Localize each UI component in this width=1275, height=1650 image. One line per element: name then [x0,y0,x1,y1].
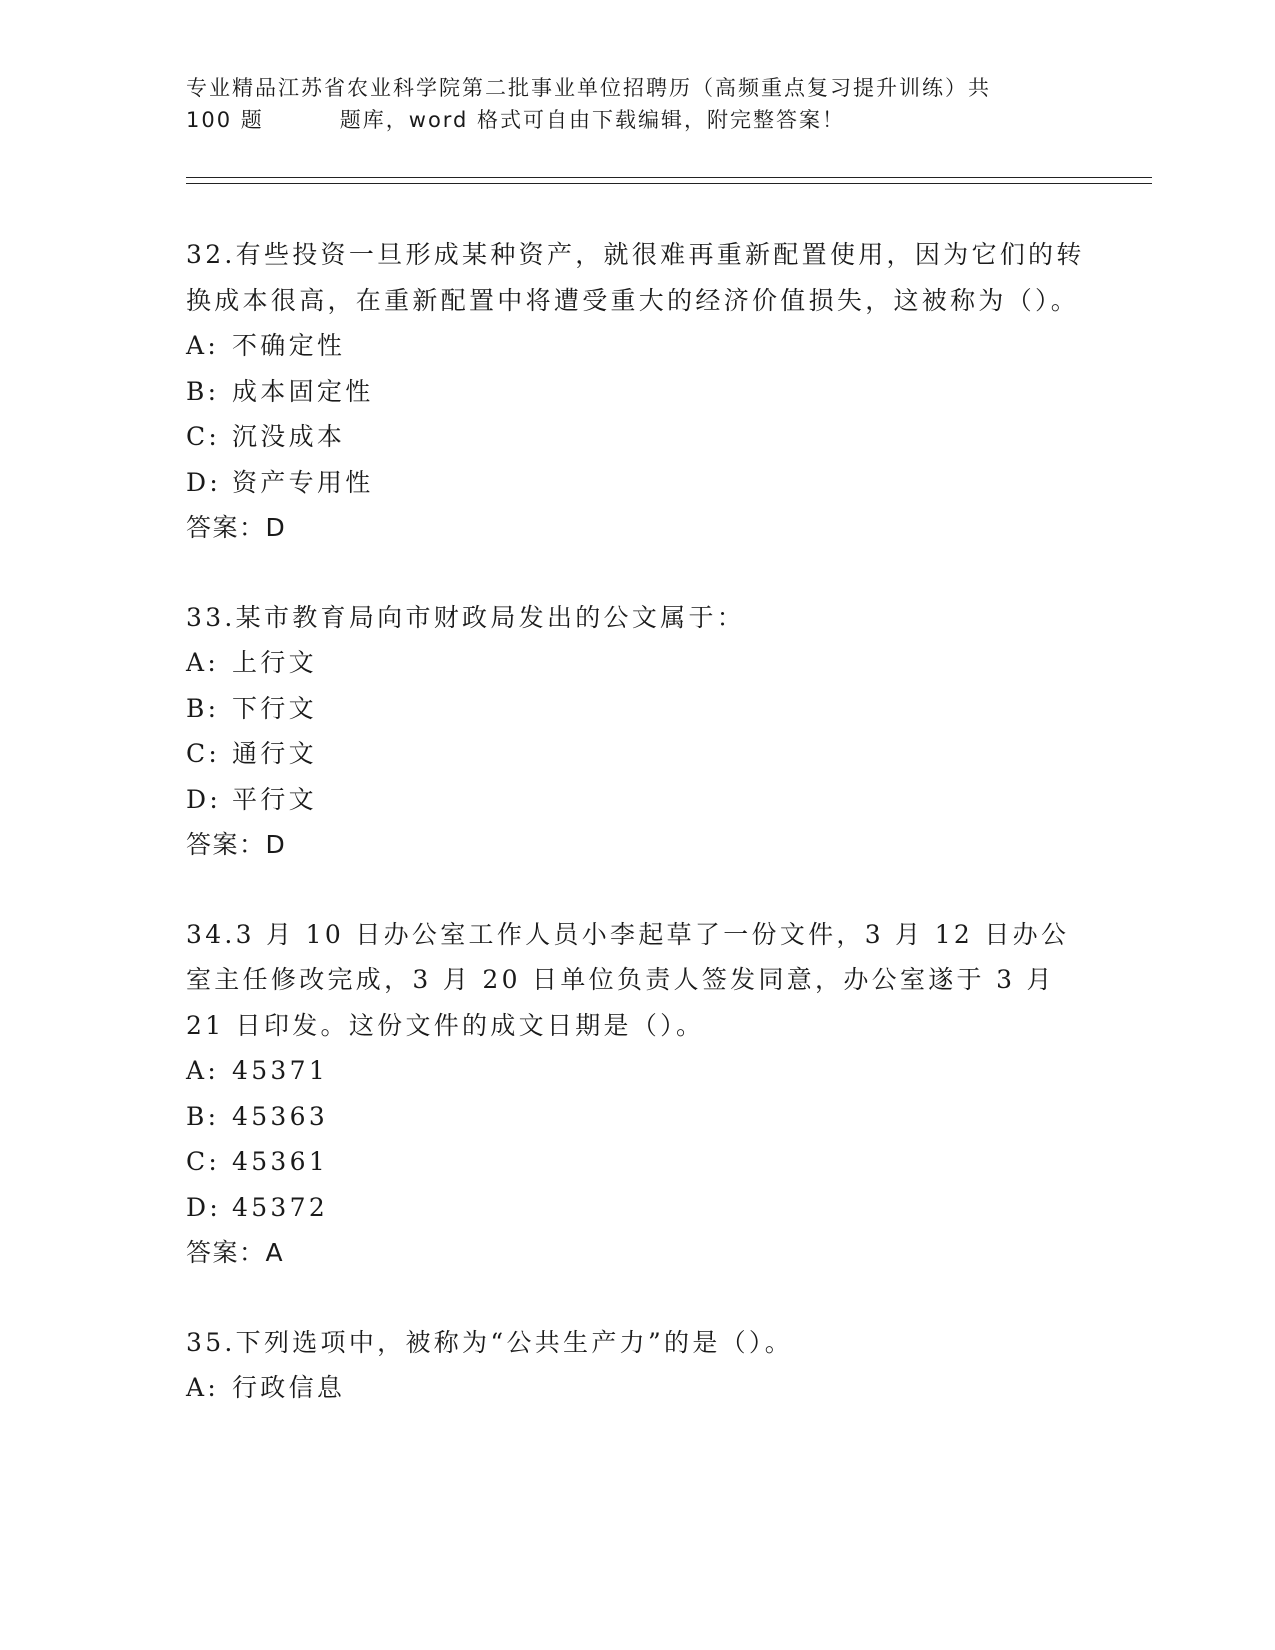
option-letter: B: [186,1101,220,1131]
option-text: 下行文 [232,693,317,723]
answer-value: D [265,830,287,859]
option-text: 45371 [232,1056,329,1085]
option-text: 45361 [232,1147,329,1176]
question-stem: 34.3 月 10 日办公室工作人员小李起草了一份文件，3 月 12 日办公室主任修改完成，3 月 20 日单位负责人签发同意，办公室遂于 3 月 21 日印发。这份文件的成文日期是（）。 [186,919,1070,1040]
question-33 [186,595,1086,868]
option-letter: C: [186,1147,221,1176]
option-a [186,323,1086,369]
option-text: 沉没成本 [232,422,346,451]
header-question-count: 100 题 [186,108,264,132]
option-c [186,731,1086,777]
option-letter: B: [186,376,220,406]
option-a [186,1048,1086,1094]
option-text: 资产专用性 [232,467,374,497]
option-c [186,1139,1086,1185]
answer-line [186,505,1086,551]
question-35 [186,1320,1086,1411]
header-title-line-2 [186,104,1086,136]
option-text: 45363 [232,1101,329,1131]
question-stem: 32.有些投资一旦形成某种资产，就很难再重新配置使用，因为它们的转换成本很高，在重新配置中将遭受重大的经济价值损失，这被称为（）。 [186,240,1085,315]
option-d [186,1185,1086,1231]
option-text: 45372 [232,1192,329,1222]
option-text: 不确定性 [232,331,346,360]
answer-label: 答案： [186,830,266,859]
option-letter: C: [186,739,221,768]
option-letter: D: [186,467,222,497]
option-text: 上行文 [232,648,317,677]
option-letter: B: [186,693,220,723]
answer-label: 答案： [186,513,266,542]
option-letter: A: [186,648,220,677]
option-a [186,640,1086,686]
answer-value: A [265,1238,285,1267]
option-c [186,414,1086,460]
option-letter: D: [186,784,222,814]
option-b [186,1094,1086,1140]
header-divider-bottom [186,183,1152,184]
option-letter: A: [186,331,220,360]
option-text: 成本固定性 [232,376,374,406]
answer-line [186,822,1086,868]
option-letter: A: [186,1056,220,1085]
option-text: 平行文 [232,784,317,814]
option-text: 通行文 [232,739,317,768]
document-header [186,72,1086,136]
question-34 [186,912,1086,1276]
answer-label: 答案： [186,1238,266,1267]
option-text: 行政信息 [232,1373,346,1402]
option-letter: D: [186,1192,222,1222]
answer-line [186,1230,1086,1276]
option-letter: C: [186,422,221,451]
header-title-line-1: 专业精品江苏省农业科学院第二批事业单位招聘历（高频重点复习提升训练）共 [186,76,991,100]
header-description: 题库，word 格式可自由下载编辑，附完整答案！ [339,108,846,132]
question-stem: 35.下列选项中，被称为“公共生产力”的是（）。 [186,1327,794,1357]
question-32 [186,232,1086,551]
option-b [186,369,1086,415]
option-a [186,1365,1086,1411]
header-divider-top [186,177,1152,178]
option-d [186,777,1086,823]
option-letter: A: [186,1373,220,1402]
question-list [186,232,1086,1455]
option-d [186,460,1086,506]
question-stem: 33.某市教育局向市财政局发出的公文属于： [186,602,746,632]
answer-value: D [265,513,287,542]
option-b [186,686,1086,732]
